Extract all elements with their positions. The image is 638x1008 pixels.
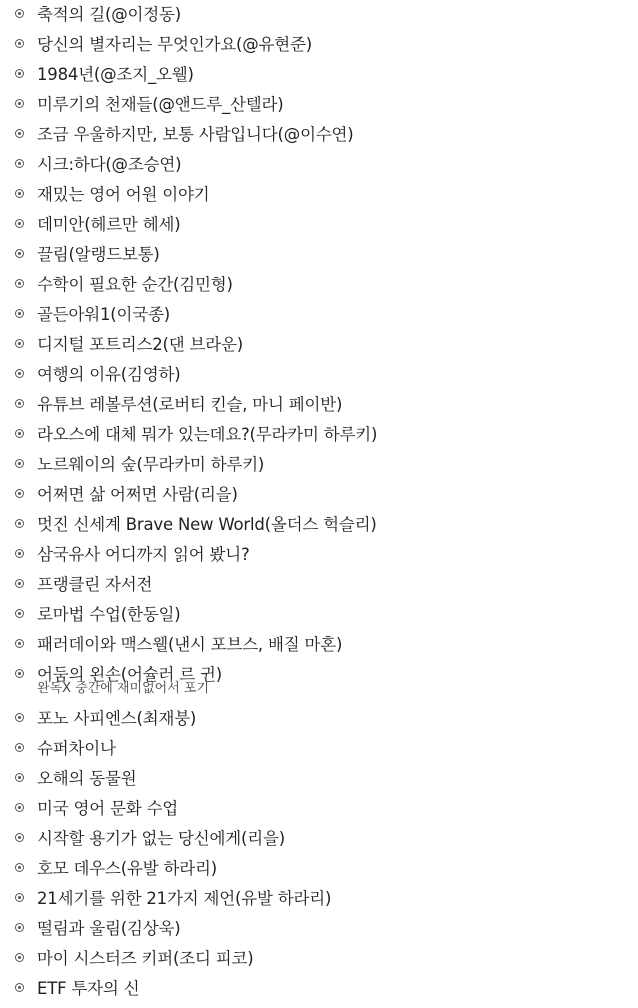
list-item xyxy=(0,210,638,240)
book-title: 라오스에 대체 뭐가 있는데요?(무라카미 하루키) xyxy=(37,425,378,444)
book-title: 어쩌면 삶 어쩌면 사람(리을) xyxy=(37,485,238,504)
radio-bullet-icon xyxy=(15,579,24,588)
list-item xyxy=(0,944,638,974)
radio-bullet-icon xyxy=(15,369,24,378)
book-title: 떨림과 울림(김상욱) xyxy=(37,919,181,938)
list-item xyxy=(0,630,638,660)
radio-bullet-icon xyxy=(15,609,24,618)
radio-bullet-icon xyxy=(15,159,24,168)
radio-bullet-icon xyxy=(15,983,24,992)
list-item xyxy=(0,764,638,794)
book-title: 미루기의 천재들(@앤드루_산텔라) xyxy=(37,95,284,114)
book-title: 당신의 별자리는 무엇인가요(@유현준) xyxy=(37,35,312,54)
list-item xyxy=(0,854,638,884)
list-item xyxy=(0,120,638,150)
list-item xyxy=(0,450,638,480)
radio-bullet-icon xyxy=(15,309,24,318)
book-title: 조금 우울하지만, 보통 사람입니다(@이수연) xyxy=(37,125,354,144)
radio-bullet-icon xyxy=(15,833,24,842)
list-item xyxy=(0,600,638,630)
list-item xyxy=(0,150,638,180)
radio-bullet-icon xyxy=(15,923,24,932)
book-title: 패러데이와 맥스웰(낸시 포브스, 배질 마혼) xyxy=(37,635,343,654)
list-item xyxy=(0,824,638,854)
book-title: 로마법 수업(한동일) xyxy=(37,605,181,624)
radio-bullet-icon xyxy=(15,743,24,752)
list-item xyxy=(0,570,638,600)
book-title: 호모 데우스(유발 하라리) xyxy=(37,859,217,878)
book-title: 끌림(알랭드보통) xyxy=(37,245,160,264)
radio-bullet-icon xyxy=(15,669,24,678)
book-title: 21세기를 위한 21가지 제언(유발 하라리) xyxy=(37,889,332,908)
list-item xyxy=(0,360,638,390)
book-title: 유튜브 레볼루션(로버티 킨슬, 마니 페이반) xyxy=(37,395,343,414)
book-title: 어둠의 왼손(어슐러 르 귄) xyxy=(37,665,222,684)
radio-bullet-icon xyxy=(15,803,24,812)
list-item xyxy=(0,510,638,540)
radio-bullet-icon xyxy=(15,459,24,468)
list-item xyxy=(0,90,638,120)
list-item xyxy=(0,240,638,270)
radio-bullet-icon xyxy=(15,9,24,18)
book-title: 데미안(헤르만 헤세) xyxy=(37,215,181,234)
list-item xyxy=(0,270,638,300)
list-item xyxy=(0,914,638,944)
radio-bullet-icon xyxy=(15,639,24,648)
list-item xyxy=(0,0,638,30)
list-item xyxy=(0,660,638,704)
radio-bullet-icon xyxy=(15,249,24,258)
book-title: 포노 사피엔스(최재붕) xyxy=(37,709,197,728)
book-title: 슈퍼차이나 xyxy=(37,739,116,758)
list-item xyxy=(0,420,638,450)
list-item xyxy=(0,794,638,824)
book-title: 노르웨이의 숲(무라카미 하루키) xyxy=(37,455,265,474)
book-title: 골든아워1(이국종) xyxy=(37,305,170,324)
list-item xyxy=(0,30,638,60)
book-title: 시크:하다(@조승연) xyxy=(37,155,182,174)
radio-bullet-icon xyxy=(15,339,24,348)
list-item xyxy=(0,60,638,90)
book-title: 디지털 포트리스2(댄 브라운) xyxy=(37,335,243,354)
book-title: 1984년(@조지_오웰) xyxy=(37,65,194,84)
radio-bullet-icon xyxy=(15,429,24,438)
list-item xyxy=(0,480,638,510)
list-item xyxy=(0,884,638,914)
radio-bullet-icon xyxy=(15,399,24,408)
book-title: 시작할 용기가 없는 당신에게(리을) xyxy=(37,829,285,848)
radio-bullet-icon xyxy=(15,773,24,782)
list-item xyxy=(0,974,638,1004)
list-item xyxy=(0,704,638,734)
list-item xyxy=(0,734,638,764)
list-item xyxy=(0,330,638,360)
book-title: 오해의 동물원 xyxy=(37,769,137,788)
radio-bullet-icon xyxy=(15,99,24,108)
radio-bullet-icon xyxy=(15,189,24,198)
radio-bullet-icon xyxy=(15,129,24,138)
radio-bullet-icon xyxy=(15,39,24,48)
book-title: 미국 영어 문화 수업 xyxy=(37,799,179,818)
book-note: 완독X 중간에 재미없어서 포기 xyxy=(37,681,209,696)
radio-bullet-icon xyxy=(15,713,24,722)
list-item xyxy=(0,300,638,330)
radio-bullet-icon xyxy=(15,279,24,288)
radio-bullet-icon xyxy=(15,953,24,962)
book-title: 축적의 길(@이정동) xyxy=(37,5,181,24)
book-title: ETF 투자의 신 xyxy=(37,979,140,998)
book-title: 멋진 신세계 Brave New World(올더스 헉슬리) xyxy=(37,515,377,534)
book-title: 마이 시스터즈 키퍼(조디 피코) xyxy=(37,949,254,968)
radio-bullet-icon xyxy=(15,69,24,78)
radio-bullet-icon xyxy=(15,893,24,902)
list-item xyxy=(0,180,638,210)
book-title: 삼국유사 어디까지 읽어 봤니? xyxy=(37,545,250,564)
radio-bullet-icon xyxy=(15,489,24,498)
radio-bullet-icon xyxy=(15,549,24,558)
book-title: 프랭클린 자서전 xyxy=(37,575,153,594)
radio-bullet-icon xyxy=(15,219,24,228)
radio-bullet-icon xyxy=(15,863,24,872)
list-item xyxy=(0,540,638,570)
book-title: 여행의 이유(김영하) xyxy=(37,365,181,384)
book-title: 재밌는 영어 어원 이야기 xyxy=(37,185,210,204)
list-item xyxy=(0,390,638,420)
book-title: 수학이 필요한 순간(김민형) xyxy=(37,275,233,294)
radio-bullet-icon xyxy=(15,519,24,528)
